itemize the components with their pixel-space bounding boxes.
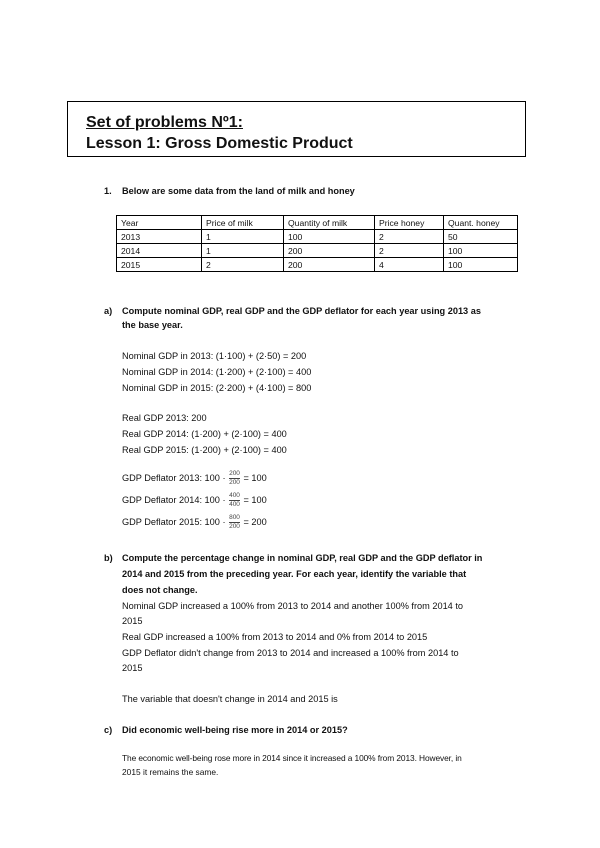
title-box: [67, 101, 526, 157]
answer-b-line: Nominal GDP increased a 100% from 2013 to 2014 and another 100% from 2014 to: [122, 601, 464, 611]
gdp-deflator-2015: [122, 514, 267, 531]
table-header: Price of milk: [202, 216, 284, 230]
real-gdp-2014: Real GDP 2014: (1·200) + (2·100) = 400: [122, 429, 287, 439]
fraction-numerator: 800: [229, 514, 240, 521]
deflator-fraction: [229, 470, 240, 487]
fraction-numerator: 400: [229, 492, 240, 499]
nominal-gdp-2013: Nominal GDP in 2013: (1·100) + (2·50) = 200: [122, 351, 307, 361]
table-cell: 200: [284, 258, 375, 272]
question-b-text-line3: does not change.: [122, 585, 198, 595]
table-header: Price honey: [375, 216, 444, 230]
question-a-text-line1: Compute nominal GDP, real GDP and the GDP deflator for each year using 2013 as: [122, 306, 481, 316]
deflator-result: = 100: [243, 494, 267, 505]
document-subtitle: Lesson 1: Gross Domestic Product: [86, 135, 353, 152]
fraction-numerator: 200: [229, 470, 240, 477]
question-1-number: 1.: [104, 186, 112, 196]
question-b-text-line1: Compute the percentage change in nominal GDP, real GDP and the GDP deflator in: [122, 553, 483, 563]
table-cell: 4: [375, 258, 444, 272]
table-cell: 2: [202, 258, 284, 272]
question-a-text-line2: the base year.: [122, 320, 183, 330]
question-b-text-line2: 2014 and 2015 from the preceding year. For each year, identify the variable that: [122, 569, 467, 579]
deflator-label: GDP Deflator 2015: 100 ·: [122, 516, 226, 527]
gdp-deflator-2014: [122, 492, 267, 509]
answer-c-line1: The economic well-being rose more in 2014 since it increased a 100% from 2013. However, in: [122, 753, 462, 763]
answer-b-line: GDP Deflator didn't change from 2013 to 2014 and increased a 100% from 2014 to: [122, 648, 459, 658]
fraction-denominator: 200: [229, 479, 240, 486]
answer-b-conclusion: The variable that doesn't change in 2014 and 2015 is: [122, 694, 338, 704]
table-cell: 2: [375, 230, 444, 244]
table-cell: 200: [284, 244, 375, 258]
table-cell: 100: [444, 244, 518, 258]
table-row: [117, 230, 518, 244]
answer-b-line: 2015: [122, 616, 143, 626]
question-1-text: Below are some data from the land of milk and honey: [122, 186, 355, 196]
nominal-gdp-2015: Nominal GDP in 2015: (2·200) + (4·100) = 800: [122, 383, 312, 393]
deflator-result: = 200: [243, 516, 267, 527]
table-cell: 1: [202, 244, 284, 258]
table-row: [117, 258, 518, 272]
table-cell: 2013: [117, 230, 202, 244]
table-header-row: [117, 216, 518, 230]
deflator-result: = 100: [243, 472, 267, 483]
nominal-gdp-2014: Nominal GDP in 2014: (1·200) + (2·100) = 400: [122, 367, 312, 377]
table-header: Quantity of milk: [284, 216, 375, 230]
table-cell: 2: [375, 244, 444, 258]
table-cell: 100: [284, 230, 375, 244]
table-cell: 50: [444, 230, 518, 244]
gdp-deflator-2013: [122, 470, 267, 487]
deflator-label: GDP Deflator 2014: 100 ·: [122, 494, 226, 505]
fraction-denominator: 200: [229, 523, 240, 530]
deflator-fraction: [229, 514, 240, 531]
table-header: Year: [117, 216, 202, 230]
question-c-label: c): [104, 725, 113, 735]
table-header: Quant. honey: [444, 216, 518, 230]
table-cell: 2015: [117, 258, 202, 272]
question-c-text: Did economic well-being rise more in 2014 or 2015?: [122, 725, 348, 735]
real-gdp-2013: Real GDP 2013: 200: [122, 413, 207, 423]
data-table: [116, 215, 518, 272]
question-b-label: b): [104, 553, 113, 563]
table-cell: 100: [444, 258, 518, 272]
table-row: [117, 244, 518, 258]
deflator-fraction: [229, 492, 240, 509]
document-title: Set of problems Nº1:: [86, 114, 243, 131]
question-a-label: a): [104, 306, 113, 316]
deflator-label: GDP Deflator 2013: 100 ·: [122, 472, 226, 483]
table-cell: 2014: [117, 244, 202, 258]
answer-b-line: Real GDP increased a 100% from 2013 to 2014 and 0% from 2014 to 2015: [122, 632, 428, 642]
answer-b-line: 2015: [122, 663, 143, 673]
answer-c-line2: 2015 it remains the same.: [122, 767, 219, 777]
table-cell: 1: [202, 230, 284, 244]
real-gdp-2015: Real GDP 2015: (1·200) + (2·100) = 400: [122, 445, 287, 455]
fraction-denominator: 400: [229, 501, 240, 508]
